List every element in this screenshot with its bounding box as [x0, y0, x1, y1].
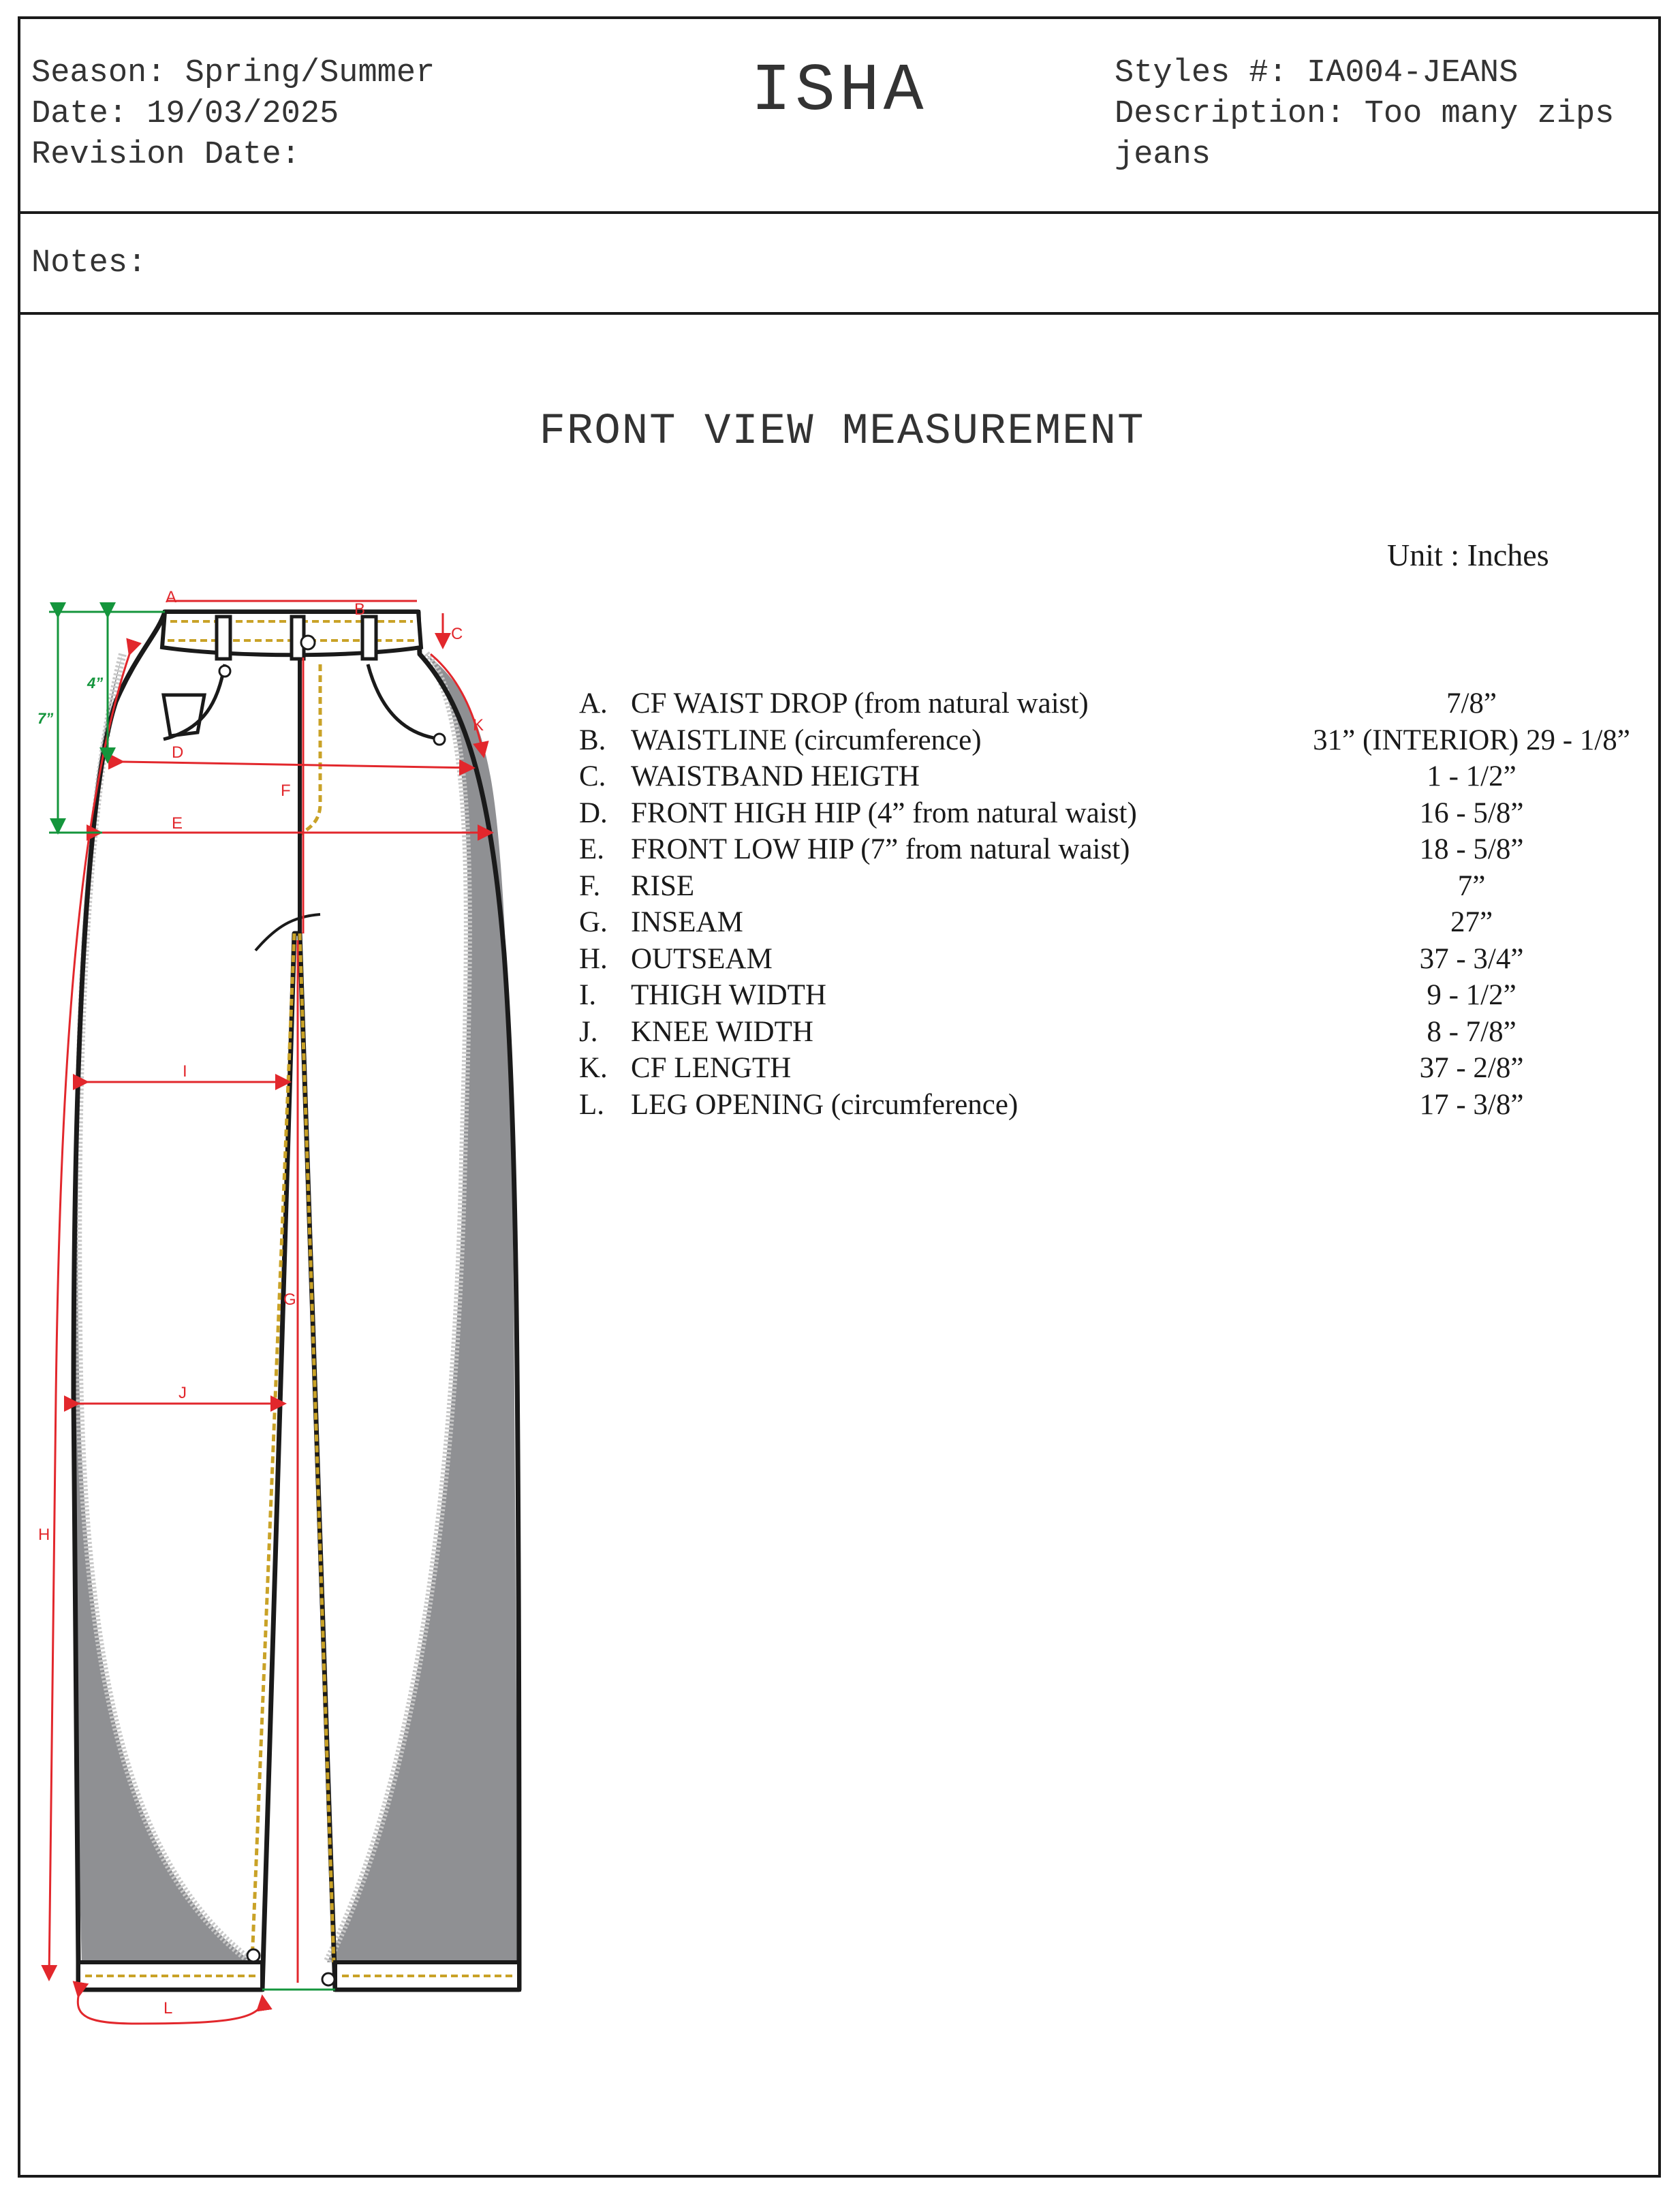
description-value-continued: jeans	[1115, 137, 1211, 173]
dim-label-b: B	[354, 600, 366, 619]
dim-label-f: F	[281, 782, 291, 800]
dim-label-seven-inch: 7”	[37, 710, 54, 727]
spec-name: INSEAM	[631, 906, 743, 938]
spec-value: 8 - 7/8”	[1427, 1015, 1516, 1048]
spec-letter: I.	[579, 979, 597, 1011]
season-label: Season: Spring/Summer	[31, 55, 435, 91]
waist-button-icon	[301, 636, 315, 649]
dim-label-k: K	[473, 716, 484, 734]
spec-value: 9 - 1/2”	[1427, 979, 1516, 1011]
spec-letter: H.	[579, 942, 608, 975]
spec-value: 7/8”	[1446, 687, 1497, 720]
dim-label-four-inch: 4”	[87, 675, 104, 692]
spec-value: 31” (INTERIOR) 29 - 1/8”	[1313, 724, 1630, 756]
description-label: Description:	[1115, 96, 1345, 132]
dim-label-h: H	[38, 1526, 50, 1544]
dim-label-e: E	[172, 814, 183, 833]
revision-date-label: Revision Date:	[31, 137, 300, 173]
spec-value: 18 - 5/8”	[1419, 833, 1524, 865]
spec-letter: B.	[579, 724, 606, 756]
dim-label-d: D	[172, 743, 184, 762]
spec-letter: F.	[579, 869, 601, 902]
brand-name: ISHA	[751, 54, 928, 129]
spec-name: WAISTLINE (circumference)	[631, 724, 982, 756]
belt-loop-left	[217, 617, 230, 659]
crotch-curve	[255, 914, 320, 950]
right-zip-pull-icon	[322, 1973, 335, 1985]
spec-name: FRONT HIGH HIP (4” from natural waist)	[631, 797, 1137, 829]
spec-letter: D.	[579, 797, 608, 829]
spec-name: WAISTBAND HEIGTH	[631, 760, 920, 792]
dim-label-i: I	[183, 1062, 187, 1081]
view-title: FRONT VIEW MEASUREMENT	[539, 407, 1145, 457]
spec-letter: G.	[579, 906, 608, 938]
spec-value: 16 - 5/8”	[1419, 797, 1524, 829]
right-hem	[335, 1962, 519, 1990]
spec-letter: K.	[579, 1052, 608, 1084]
left-inseam-stitch	[252, 933, 294, 1962]
spec-letter: E.	[579, 833, 605, 865]
spec-value: 37 - 2/8”	[1419, 1052, 1524, 1084]
spec-name: OUTSEAM	[631, 942, 773, 975]
rivet-left	[219, 666, 230, 677]
style-number-label: Styles #: IA004-JEANS	[1115, 55, 1519, 91]
dim-label-l: L	[164, 1999, 173, 2017]
spec-value: 17 - 3/8”	[1419, 1088, 1524, 1121]
notes-label: Notes:	[31, 245, 147, 281]
spec-letter: C.	[579, 760, 606, 792]
unit-label: Unit : Inches	[1387, 538, 1549, 572]
spec-name: KNEE WIDTH	[631, 1015, 813, 1048]
belt-loop-right	[362, 617, 376, 659]
spec-name: CF WAIST DROP (from natural waist)	[631, 687, 1089, 720]
spec-letter: A.	[579, 687, 608, 720]
left-hem	[78, 1962, 262, 1990]
spec-value: 27”	[1450, 906, 1493, 938]
left-zip-pull-icon	[247, 1949, 260, 1962]
rivet-right	[434, 734, 445, 745]
description-value: Too many zips	[1364, 96, 1615, 132]
spec-letter: J.	[579, 1015, 598, 1048]
spec-name: CF LENGTH	[631, 1052, 792, 1084]
dim-label-c: C	[451, 625, 463, 643]
right-front-pocket	[368, 664, 443, 739]
spec-value: 1 - 1/2”	[1427, 760, 1516, 792]
spec-name: FRONT LOW HIP (7” from natural waist)	[631, 833, 1130, 865]
spec-name: LEG OPENING (circumference)	[631, 1088, 1018, 1121]
date-label: Date: 19/03/2025	[31, 96, 339, 132]
spec-name: RISE	[631, 869, 695, 902]
spec-letter: L.	[579, 1088, 605, 1121]
dim-label-j: J	[178, 1384, 187, 1402]
right-inseam-stitch	[300, 933, 334, 1962]
left-gray-panel	[74, 654, 252, 1962]
dim-label-a: A	[166, 588, 177, 606]
spec-value: 37 - 3/4”	[1419, 942, 1524, 975]
spec-name: THIGH WIDTH	[631, 979, 826, 1011]
dim-label-g: G	[283, 1290, 296, 1309]
spec-value: 7”	[1457, 869, 1486, 902]
